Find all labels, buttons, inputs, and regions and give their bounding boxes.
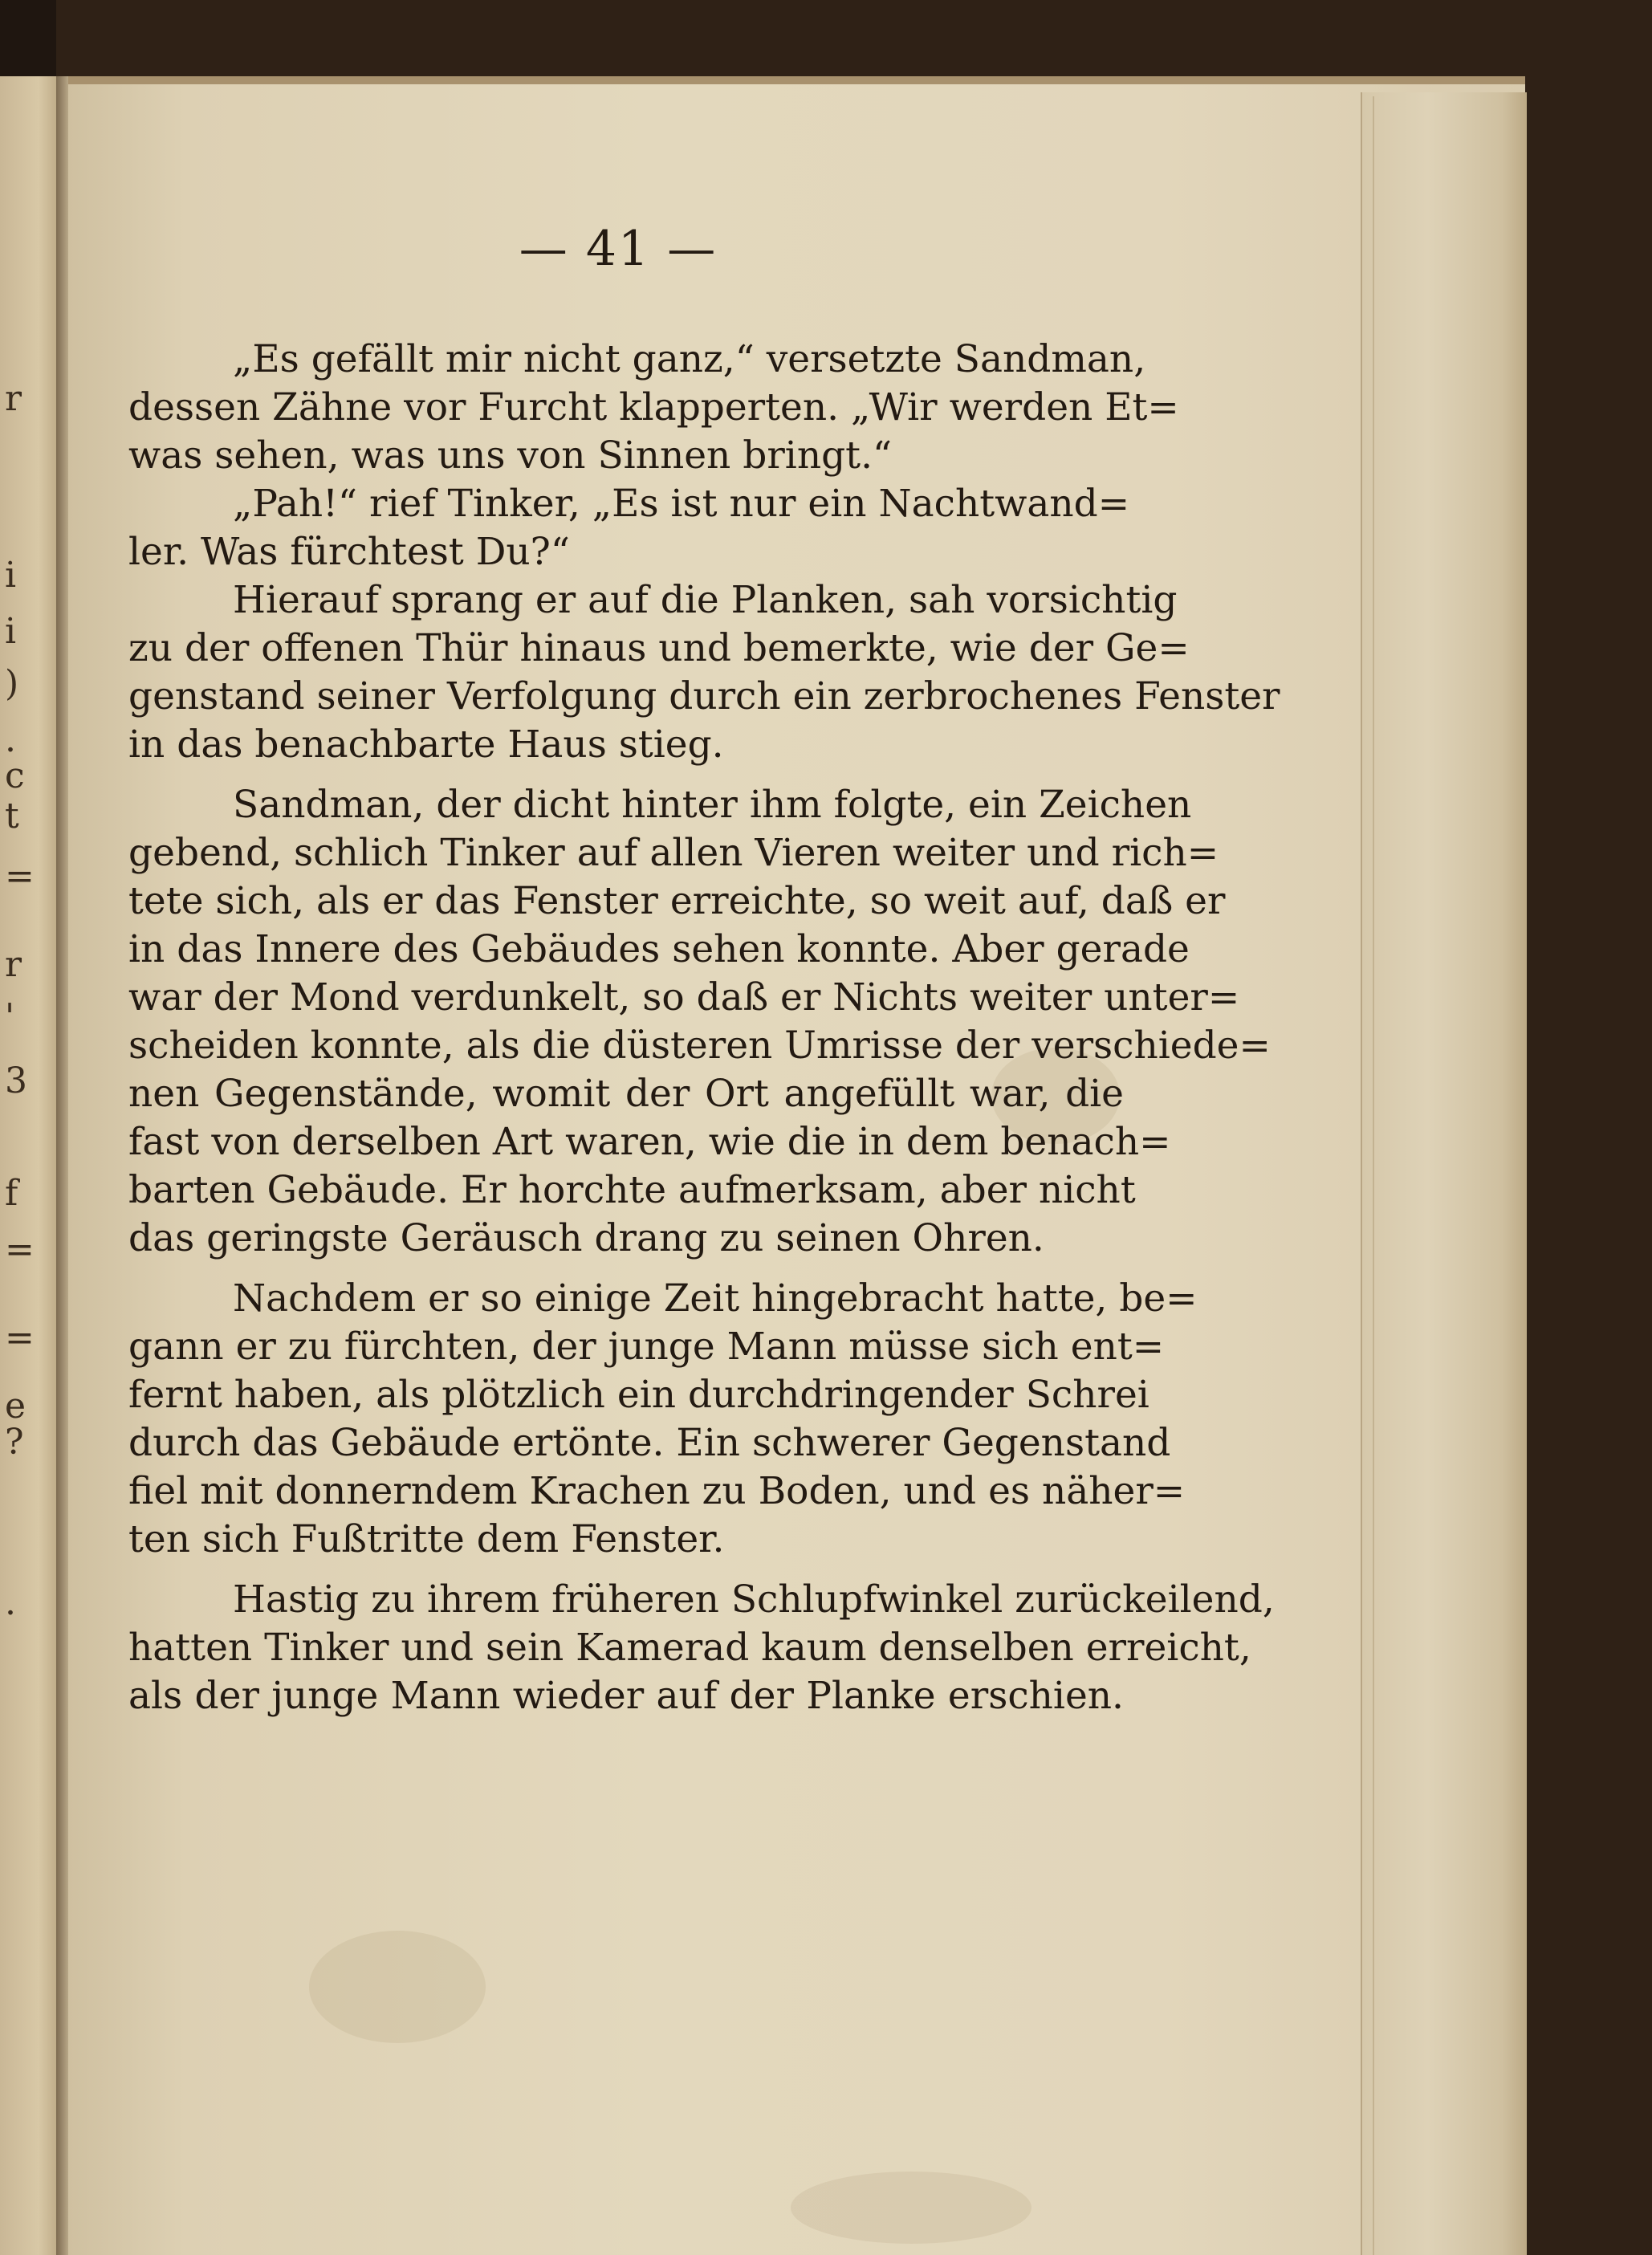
text-line: als der junge Mann wieder auf der Planke erschien. xyxy=(128,1674,1124,1718)
text-line: was sehen, was uns von Sinnen bringt.“ xyxy=(128,433,893,478)
facing-mark: . xyxy=(5,1582,16,1623)
text-line: war der Mond verdunkelt, so daß er Nichts weiter unter= xyxy=(128,975,1240,1020)
text-line: Sandman, der dicht hinter ihm folgte, ein Zeichen xyxy=(233,783,1192,827)
facing-mark: c xyxy=(5,755,25,796)
text-line: barten Gebäude. Er horchte aufmerksam, aber nicht xyxy=(128,1168,1136,1212)
facing-mark: = xyxy=(5,856,35,897)
text-line: ler. Was fürchtest Du?“ xyxy=(128,530,570,574)
facing-mark: ) xyxy=(5,663,19,704)
facing-mark: ' xyxy=(5,996,15,1037)
text-line: fiel mit donnerndem Krachen zu Boden, und es näher= xyxy=(128,1469,1186,1513)
text-line: dessen Zähne vor Furcht klapperten. „Wir werden Et= xyxy=(128,385,1179,429)
text-line: gebend, schlich Tinker auf allen Vieren weiter und rich= xyxy=(128,831,1219,875)
text-line: „Es gefällt mir nicht ganz,“ versetzte Sandman, xyxy=(233,337,1146,381)
text-line: nen Gegenstände, womit der Ort angefüllt war, die xyxy=(128,1072,1124,1116)
text-line: hatten Tinker und sein Kamerad kaum denselben erreicht, xyxy=(128,1626,1251,1670)
text-line: ten sich Fußtritte dem Fenster. xyxy=(128,1517,725,1561)
facing-mark: r xyxy=(5,944,22,985)
facing-mark: . xyxy=(5,719,16,760)
facing-mark: ? xyxy=(5,1422,24,1463)
text-line: zu der offenen Thür hinaus und bemerkte, wie der Ge= xyxy=(128,626,1190,670)
text-line: das geringste Geräusch drang zu seinen Ohren. xyxy=(128,1216,1044,1260)
page-number: — 41 — xyxy=(519,221,718,277)
text-line: fast von derselben Art waren, wie die in dem benach= xyxy=(128,1120,1171,1164)
facing-page-marks xyxy=(5,76,35,2255)
text-line: in das Innere des Gebäudes sehen konnte. Aber gerade xyxy=(128,927,1190,971)
facing-mark: t xyxy=(5,796,19,836)
text-line: durch das Gebäude ertönte. Ein schwerer Gegenstand xyxy=(128,1421,1171,1465)
paper-stain xyxy=(791,2172,1031,2244)
text-line: Nachdem er so einige Zeit hingebracht hatte, be= xyxy=(233,1276,1198,1321)
text-line: gann er zu fürchten, der junge Mann müsse sich ent= xyxy=(128,1325,1165,1369)
text-line: „Pah!“ rief Tinker, „Es ist nur ein Nachtwand= xyxy=(233,482,1130,526)
facing-mark: i xyxy=(5,611,17,652)
text-line: scheiden konnte, als die düsteren Umrisse der verschiede= xyxy=(128,1024,1271,1068)
facing-mark: r xyxy=(5,378,22,419)
text-line: tete sich, als er das Fenster erreichte, so weit auf, daß er xyxy=(128,879,1226,923)
facing-mark: e xyxy=(5,1386,26,1427)
facing-mark: f xyxy=(5,1173,18,1214)
text-line: Hastig zu ihrem früheren Schlupfwinkel zurückeilend, xyxy=(233,1577,1275,1622)
text-line: in das benachbarte Haus stieg. xyxy=(128,722,724,767)
facing-page-edge xyxy=(0,76,64,2255)
fore-edge xyxy=(1361,92,1527,2255)
fore-edge-line xyxy=(1373,96,1374,2255)
facing-mark: 3 xyxy=(5,1060,27,1101)
paper-stain xyxy=(309,1931,486,2043)
facing-mark: = xyxy=(5,1317,35,1358)
facing-mark: = xyxy=(5,1229,35,1270)
facing-mark: i xyxy=(5,555,17,596)
text-line: fernt haben, als plötzlich ein durchdringender Schrei xyxy=(128,1373,1149,1417)
text-line: Hierauf sprang er auf die Planken, sah vorsichtig xyxy=(233,578,1178,622)
text-line: genstand seiner Verfolgung durch ein zerbrochenes Fenster xyxy=(128,674,1280,718)
